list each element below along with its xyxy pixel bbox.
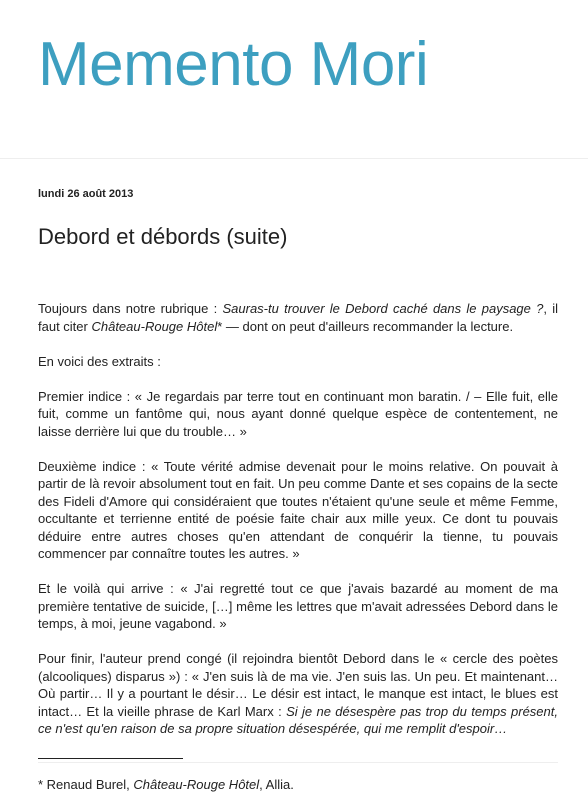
- post-title: Debord et débords (suite): [38, 224, 288, 249]
- clue-1-paragraph: Premier indice : « Je regardais par terre tout en continuant mon baratin. / – Elle fuit, elle fuit, comme un fantôme qui, nous ayant donné quelque espèce de contentement, ne laisse derrière lui que du trouble… »: [38, 388, 558, 439]
- post-date: lundi 26 août 2013: [38, 188, 134, 200]
- footnote-author: * Renaud Burel,: [38, 776, 134, 792]
- extracts-label: En voici des extraits :: [38, 353, 161, 369]
- finale-paragraph: [38, 650, 558, 738]
- blog-title-link[interactable]: Memento Mori: [38, 30, 429, 99]
- footnote-divider: [38, 758, 183, 759]
- blog-header: [0, 0, 588, 158]
- header-divider: [0, 158, 588, 159]
- blog-post: [38, 186, 558, 810]
- intro-text-3: * — dont on peut d'ailleurs recommander la lecture.: [217, 318, 514, 334]
- finale-text: Pour finir, l'auteur prend congé (il rejoindra bientôt Debord dans le « cercle des poètes (alcooliques) disparus ») : « J'en suis là de ma vie. J'en suis las. Un peu. Et maintenant… Où partir… Il y a pourtant le désir… Le désir est intact, le manque est intact, le blues est intact… Et la vieille phrase de Karl Marx :: [38, 651, 558, 719]
- intro-text-2: , il faut citer: [38, 301, 559, 334]
- clue-2-paragraph: Deuxième indice : « Toute vérité admise devenait pour le moins relative. On pouvait à partir de là revoir absolument tout en fait. Un peu comme Dante et ses copains de la secte des Fideli d'Amore qui considéraient que toutes n'étaient qu'une seule et même Femme, occultante et terrienne entité de poésie faite chair aux mille yeux. Ce dont tu pouvais déduire entre autres choses qu'en attendant de conquérir la tienne, tu pouvais commencer par connaître toutes les autres. »: [38, 458, 558, 561]
- marx-quote: Si je ne désespère pas trop du temps présent, ce n'est qu'en raison de sa propre situation désespérée, qui me remplit d'espoir…: [38, 703, 558, 736]
- intro-book-title: Château-Rouge Hôtel: [91, 318, 218, 334]
- post-footer-divider: [38, 762, 558, 763]
- footnote-publisher: , Allia.: [259, 776, 294, 792]
- footnote-book-title: Château-Rouge Hôtel: [133, 776, 260, 792]
- intro-paragraph: [38, 300, 558, 335]
- footnote: [38, 776, 558, 793]
- post-body: [38, 300, 558, 793]
- arrival-paragraph: Et le voilà qui arrive : « J'ai regretté tout ce que j'avais bazardé au moment de ma première tentative de suicide, […] même les lettres que m'avait adressées Debord dans le temps, à moi, jeune vagabond. »: [38, 581, 558, 631]
- intro-text-1: Toujours dans notre rubrique :: [38, 301, 223, 316]
- intro-rubric-title: Sauras-tu trouver le Debord caché dans le paysage ?: [222, 301, 544, 316]
